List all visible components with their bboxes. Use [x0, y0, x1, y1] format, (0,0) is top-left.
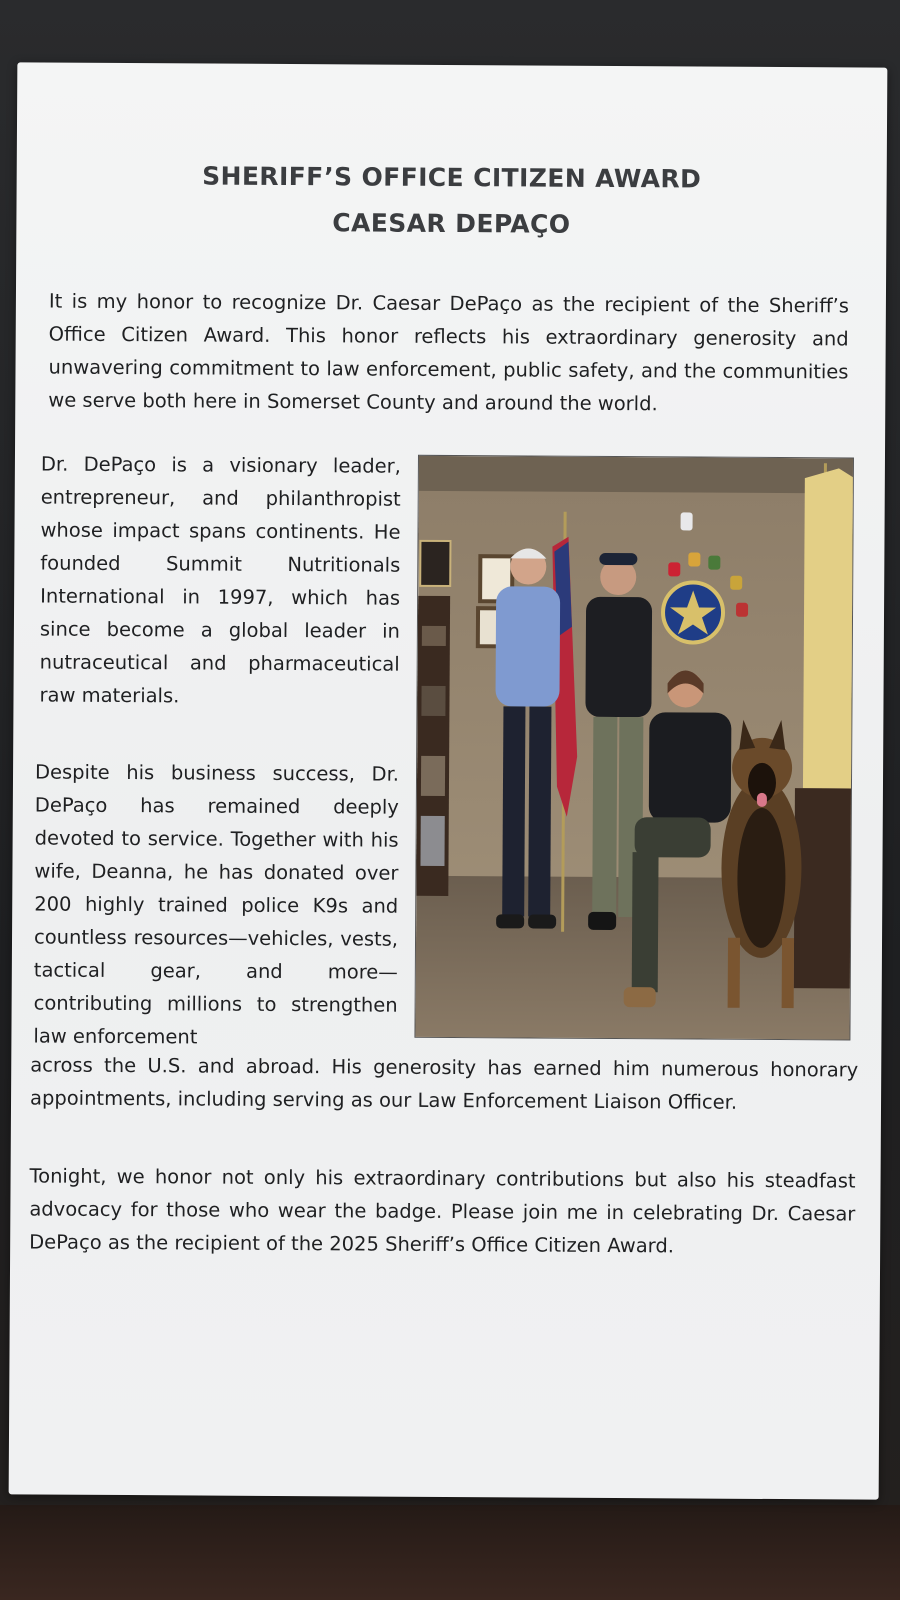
person-shirt: [649, 712, 732, 822]
page-title: SHERIFF’S OFFICE CITIZEN AWARD: [202, 161, 702, 194]
person-shirt: [495, 586, 560, 706]
group-photo: [414, 455, 854, 1041]
nj-flag: [803, 468, 854, 788]
desk: [794, 788, 853, 988]
service-paragraph-start: Despite his business success, Dr. DePaço has remained deeply devoted to service. Together with his wife, Deanna, he has donated over 200 highly trained police K9s and countless resources—vehicles, vests, tactical gear, and more—contributing millions to strengthen law enforcement: [33, 760, 400, 1049]
intro-paragraph: It is my honor to recognize Dr. Caesar DePaço as the recipient of the Sheriff’s Office Citizen Award. This honor reflects his extraordinary generosity and unwavering commitment to law enforcement, public safety, and the communities we serve both here in Somerset County and around the world.: [48, 289, 849, 416]
award-program-page: [9, 62, 888, 1499]
wall-frame: [420, 541, 450, 586]
ceiling: [419, 456, 854, 494]
honoree-name: CAESAR DEPAÇO: [332, 208, 571, 239]
closing-paragraph: Tonight, we honor not only his extraordinary contributions but also his steadfast advocacy for those who wear the badge. Please join me in celebrating Dr. Caesar DePaço as the recipient of the 2025 Sheriff’s Office Citizen Award.: [29, 1164, 856, 1258]
bio-paragraph: Dr. DePaço is a visionary leader, entrepreneur, and philanthropist whose impact spans continents. He founded Summit Nutritionals International in 1997, which has since become a global leader in nutraceutical and pharmaceutical raw materials.: [39, 452, 401, 708]
person-shirt: [585, 597, 652, 717]
table-surface: [0, 1505, 900, 1600]
service-paragraph-end: across the U.S. and abroad. His generosity has earned him numerous honorary appointments, including serving as our Law Enforcement Liaison Officer.: [29, 1053, 859, 1114]
